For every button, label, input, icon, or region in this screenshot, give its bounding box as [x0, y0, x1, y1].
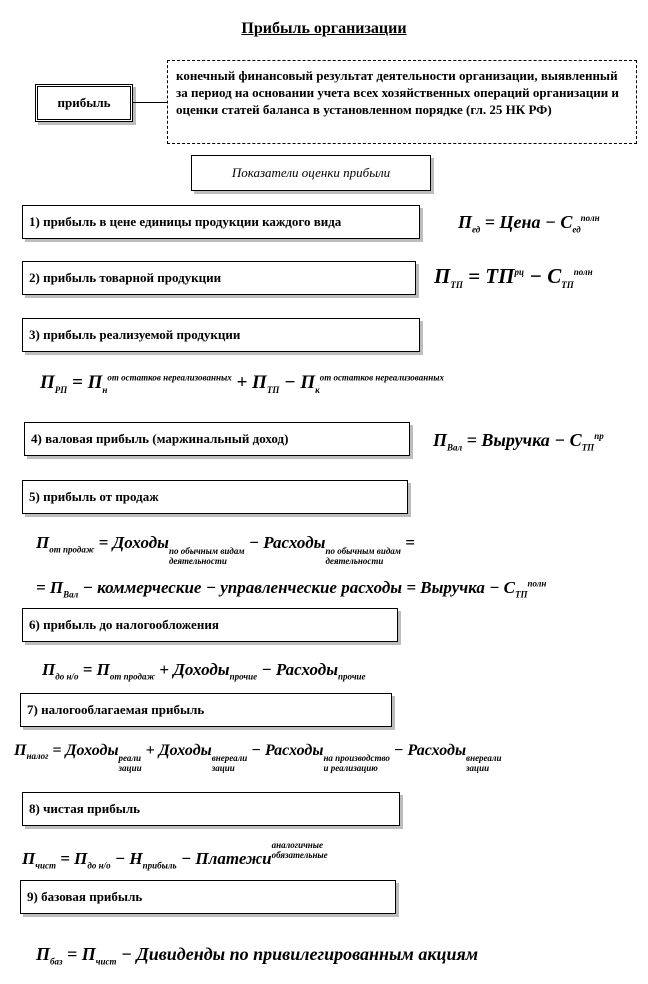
formula-5b: = $П_{Вал}$ − коммерческие − управленческие расходы = Выручка − $С_{ТП}^{полн}$	[36, 578, 547, 600]
definition-box	[167, 60, 637, 144]
term-label: прибыль	[57, 95, 111, 110]
page-title: Прибыль организации	[241, 20, 407, 37]
formula-3: $П_{РП} = П_н^{от остатков нереализованных} + П_{ТП} - П_к^{от остатков нереализованных}$	[40, 372, 445, 395]
formula-1: $П_{ед}$ = Цена − $С_{ед}^{полн}$	[458, 212, 600, 235]
indicators-header: Показатели оценки прибыли	[191, 155, 431, 191]
item-box-8: 8) чистая прибыль	[22, 792, 400, 826]
item-box-5: 5) прибыль от продаж	[22, 480, 408, 514]
item-box-2: 2) прибыль товарной продукции	[22, 261, 416, 295]
formula-9: $П_{баз} = П_{чист}$ − Дивиденды по привилегированным акциям	[36, 944, 479, 967]
term-box	[35, 84, 133, 122]
item-box-9: 9) базовая прибыль	[20, 880, 396, 914]
formula-5a: $П_{от продаж}$ = Доходыпо обычным видам деятельности − Расходыпо обычным видам деятельности =	[36, 533, 415, 566]
item-box-3: 3) прибыль реализуемой продукции	[22, 318, 420, 352]
formula-4: $П_{Вал}$ = Выручка − $С_{ТП}^{пр}$	[433, 430, 604, 453]
definition-text: конечный финансовый результат деятельности организации, выявленный за период на основании учета всех хозяйственных операций организации и оценки статей баланса в установленном порядке (гл. 25 НК РФ)	[176, 68, 619, 117]
formula-7: $П_{налог}$ = Доходыреали зации + Доходывнереали зации − Расходына производство и реализацию − Расходывнереали зации	[14, 742, 502, 773]
item-box-1: 1) прибыль в цене единицы продукции каждого вида	[22, 205, 420, 239]
item-box-6: 6) прибыль до налогообложения	[22, 608, 398, 642]
formula-8: $П_{чист} = П_{до н/о} - Н_{прибыль}$ − Платежианалогичные обязательные	[22, 840, 328, 871]
connector-line	[133, 102, 167, 103]
item-box-4: 4) валовая прибыль (маржинальный доход)	[24, 422, 410, 456]
formula-6: $П_{до н/о} = П_{от продаж}$ + Доходы$_{прочие}$ − Расходы$_{прочие}$	[42, 660, 366, 682]
item-box-7: 7) налогооблагаемая прибыль	[20, 693, 392, 727]
formula-2: $П_{ТП} = ТП^{рц} - С_{ТП}^{полн}$	[434, 264, 593, 291]
